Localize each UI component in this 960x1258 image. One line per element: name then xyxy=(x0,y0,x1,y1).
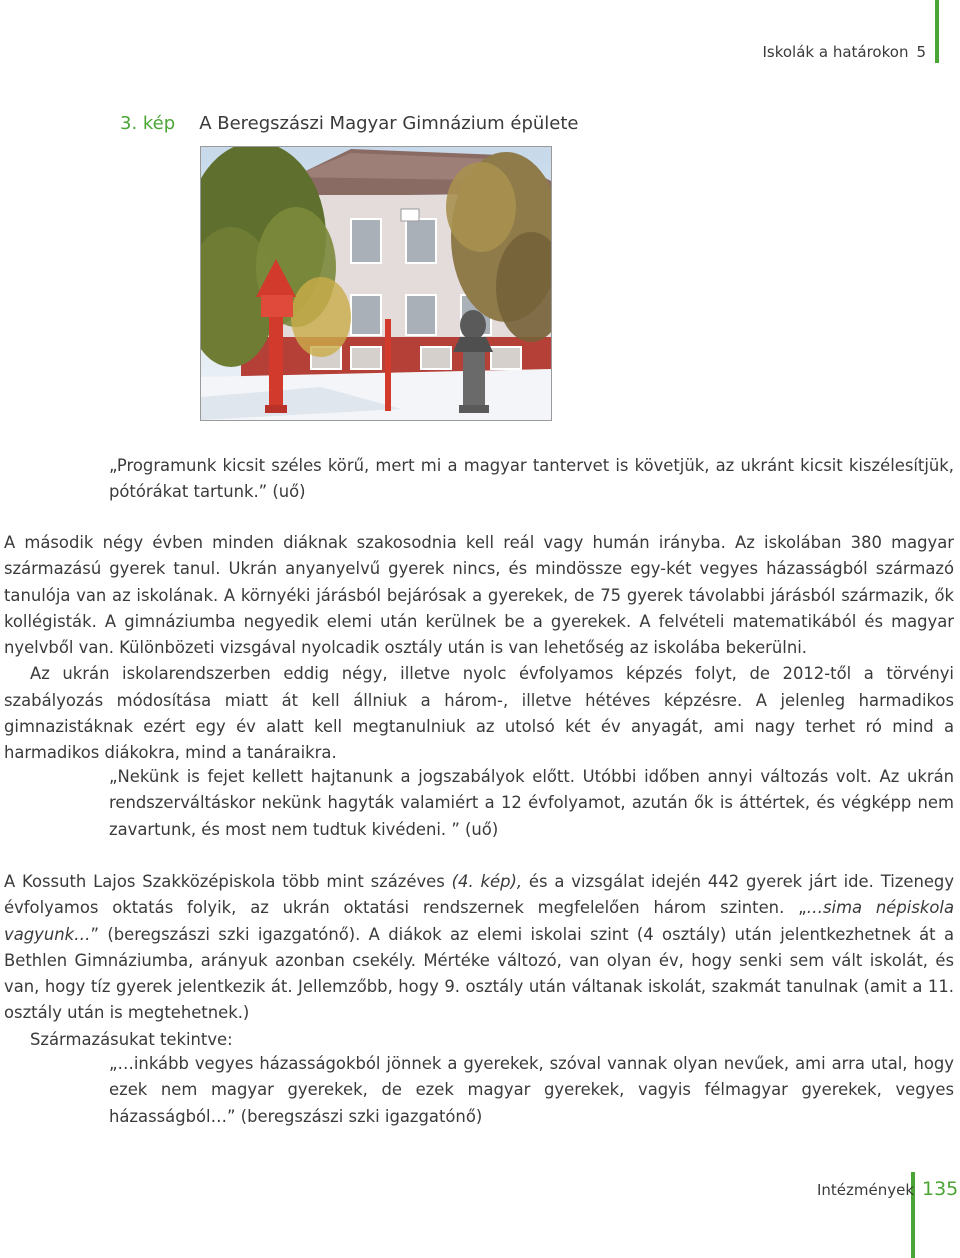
paragraph-3-italic-quote: …sima népiskola vagyunk… xyxy=(4,898,954,944)
paragraph-3 xyxy=(4,869,954,1027)
running-head xyxy=(762,43,926,61)
header-accent-rule xyxy=(935,0,939,63)
quote-2 xyxy=(109,764,954,843)
quote-3-text: „…inkább vegyes házasságokból jönnek a gyerekek, szóval vannak olyan nevűek, ami arra utal, hogy ezek nem magyar gyerekek, de ezek magyar gyerekek, vagyis félmagyar gyerekek, vegyes házasságból…” (beregszászi szki igazgatónő) xyxy=(109,1054,954,1126)
figure-caption-text: A Beregszászi Magyar Gimnázium épülete xyxy=(199,113,579,134)
figure-reference: (4. kép), xyxy=(451,872,523,891)
paragraph-3-part-2: és a vizsgálat idején 442 gyerek járt ide. Tizenegy évfolyamos oktatás folyik, az ukrán oktatási rendszernek megfelelően három szinten. „ xyxy=(4,872,955,918)
paragraph-2: Az ukrán iskolarendszerben eddig négy, illetve nyolc évfolyamos képzés folyt, de 2012-től a törvényi szabályozás módosítása miatt át kell állniuk a három-, illetve hétéves képzésre. A jelenleg harmadikos gimnazistáknak ezért egy év alatt kell megtanulniuk az utolsó két év anyagát, ami nagy terhet ró mind a harmadikos diákokra, mind a tanáraikra. xyxy=(4,664,954,763)
paragraph-4: Származásukat tekintve: xyxy=(30,1029,233,1049)
running-title: Iskolák a határokon xyxy=(762,43,909,61)
body-block-1 xyxy=(4,530,954,767)
quote-3 xyxy=(109,1051,954,1130)
figure-caption xyxy=(120,113,579,134)
running-page-number: 5 xyxy=(916,43,926,61)
paragraph-3-part-1: A Kossuth Lajos Szakközépiskola több mint százéves xyxy=(4,872,452,891)
body-block-2 xyxy=(4,869,954,1053)
quote-2-text: „Nekünk is fejet kellett hajtanunk a jogszabályok előtt. Utóbbi időben annyi változás volt. Az ukrán rendszerváltáskor nekünk hagyták valamiért a 12 évfolyamot, azután ők is áttértek, és végképp nem zavartunk, és most nem tudtuk kivédeni. ” (uő) xyxy=(109,767,954,839)
school-building-photo xyxy=(200,146,552,421)
footer-section-label: Intézmények xyxy=(817,1181,915,1199)
footer-page-number: 135 xyxy=(922,1178,959,1200)
figure-number: 3. kép xyxy=(120,113,176,134)
paragraph-3-part-3: ” (beregszászi szki igazgatónő). A diákok az elemi iskolai szint (4 osztály) után jelentkezhetnek át a Bethlen Gimnáziumba, arányuk azonban csekély. Mértéke változó, van olyan év, hogy senki sem vált iskolát, és van, hogy tíz gyerek jelentkezik át. Jellemzőbb, hogy 9. osztály után váltanak iskolát, szakmát tanulnak (amit a 11. osztály után is megtehetnek.) xyxy=(4,924,954,1023)
paragraph-1: A második négy évben minden diáknak szakosodnia kell reál vagy humán irányba. Az iskolában 380 magyar származású gyerek tanul. Ukrán anyanyelvű gyerek nincs, és mindössze egy-két vegyes házasságból származó tanulója van az iskolának. A környéki járásból bejárósak a gyerekek, de 75 gyerek távolabbi járásból származik, ők kollégisták. A gimnáziumba negyedik elemi után kerülnek be a gyerekek. A felvételi matematikából és magyar nyelvből van. Különbözeti vizsgával nyolcadik osztály után is van lehetőség az iskolába bekerülni. xyxy=(4,533,954,658)
quote-1-text: „Programunk kicsit széles körű, mert mi a magyar tantervet is követjük, az ukránt kicsit kiszélesítjük, pótórákat tartunk.” (uő) xyxy=(109,456,954,502)
quote-1 xyxy=(109,453,954,506)
